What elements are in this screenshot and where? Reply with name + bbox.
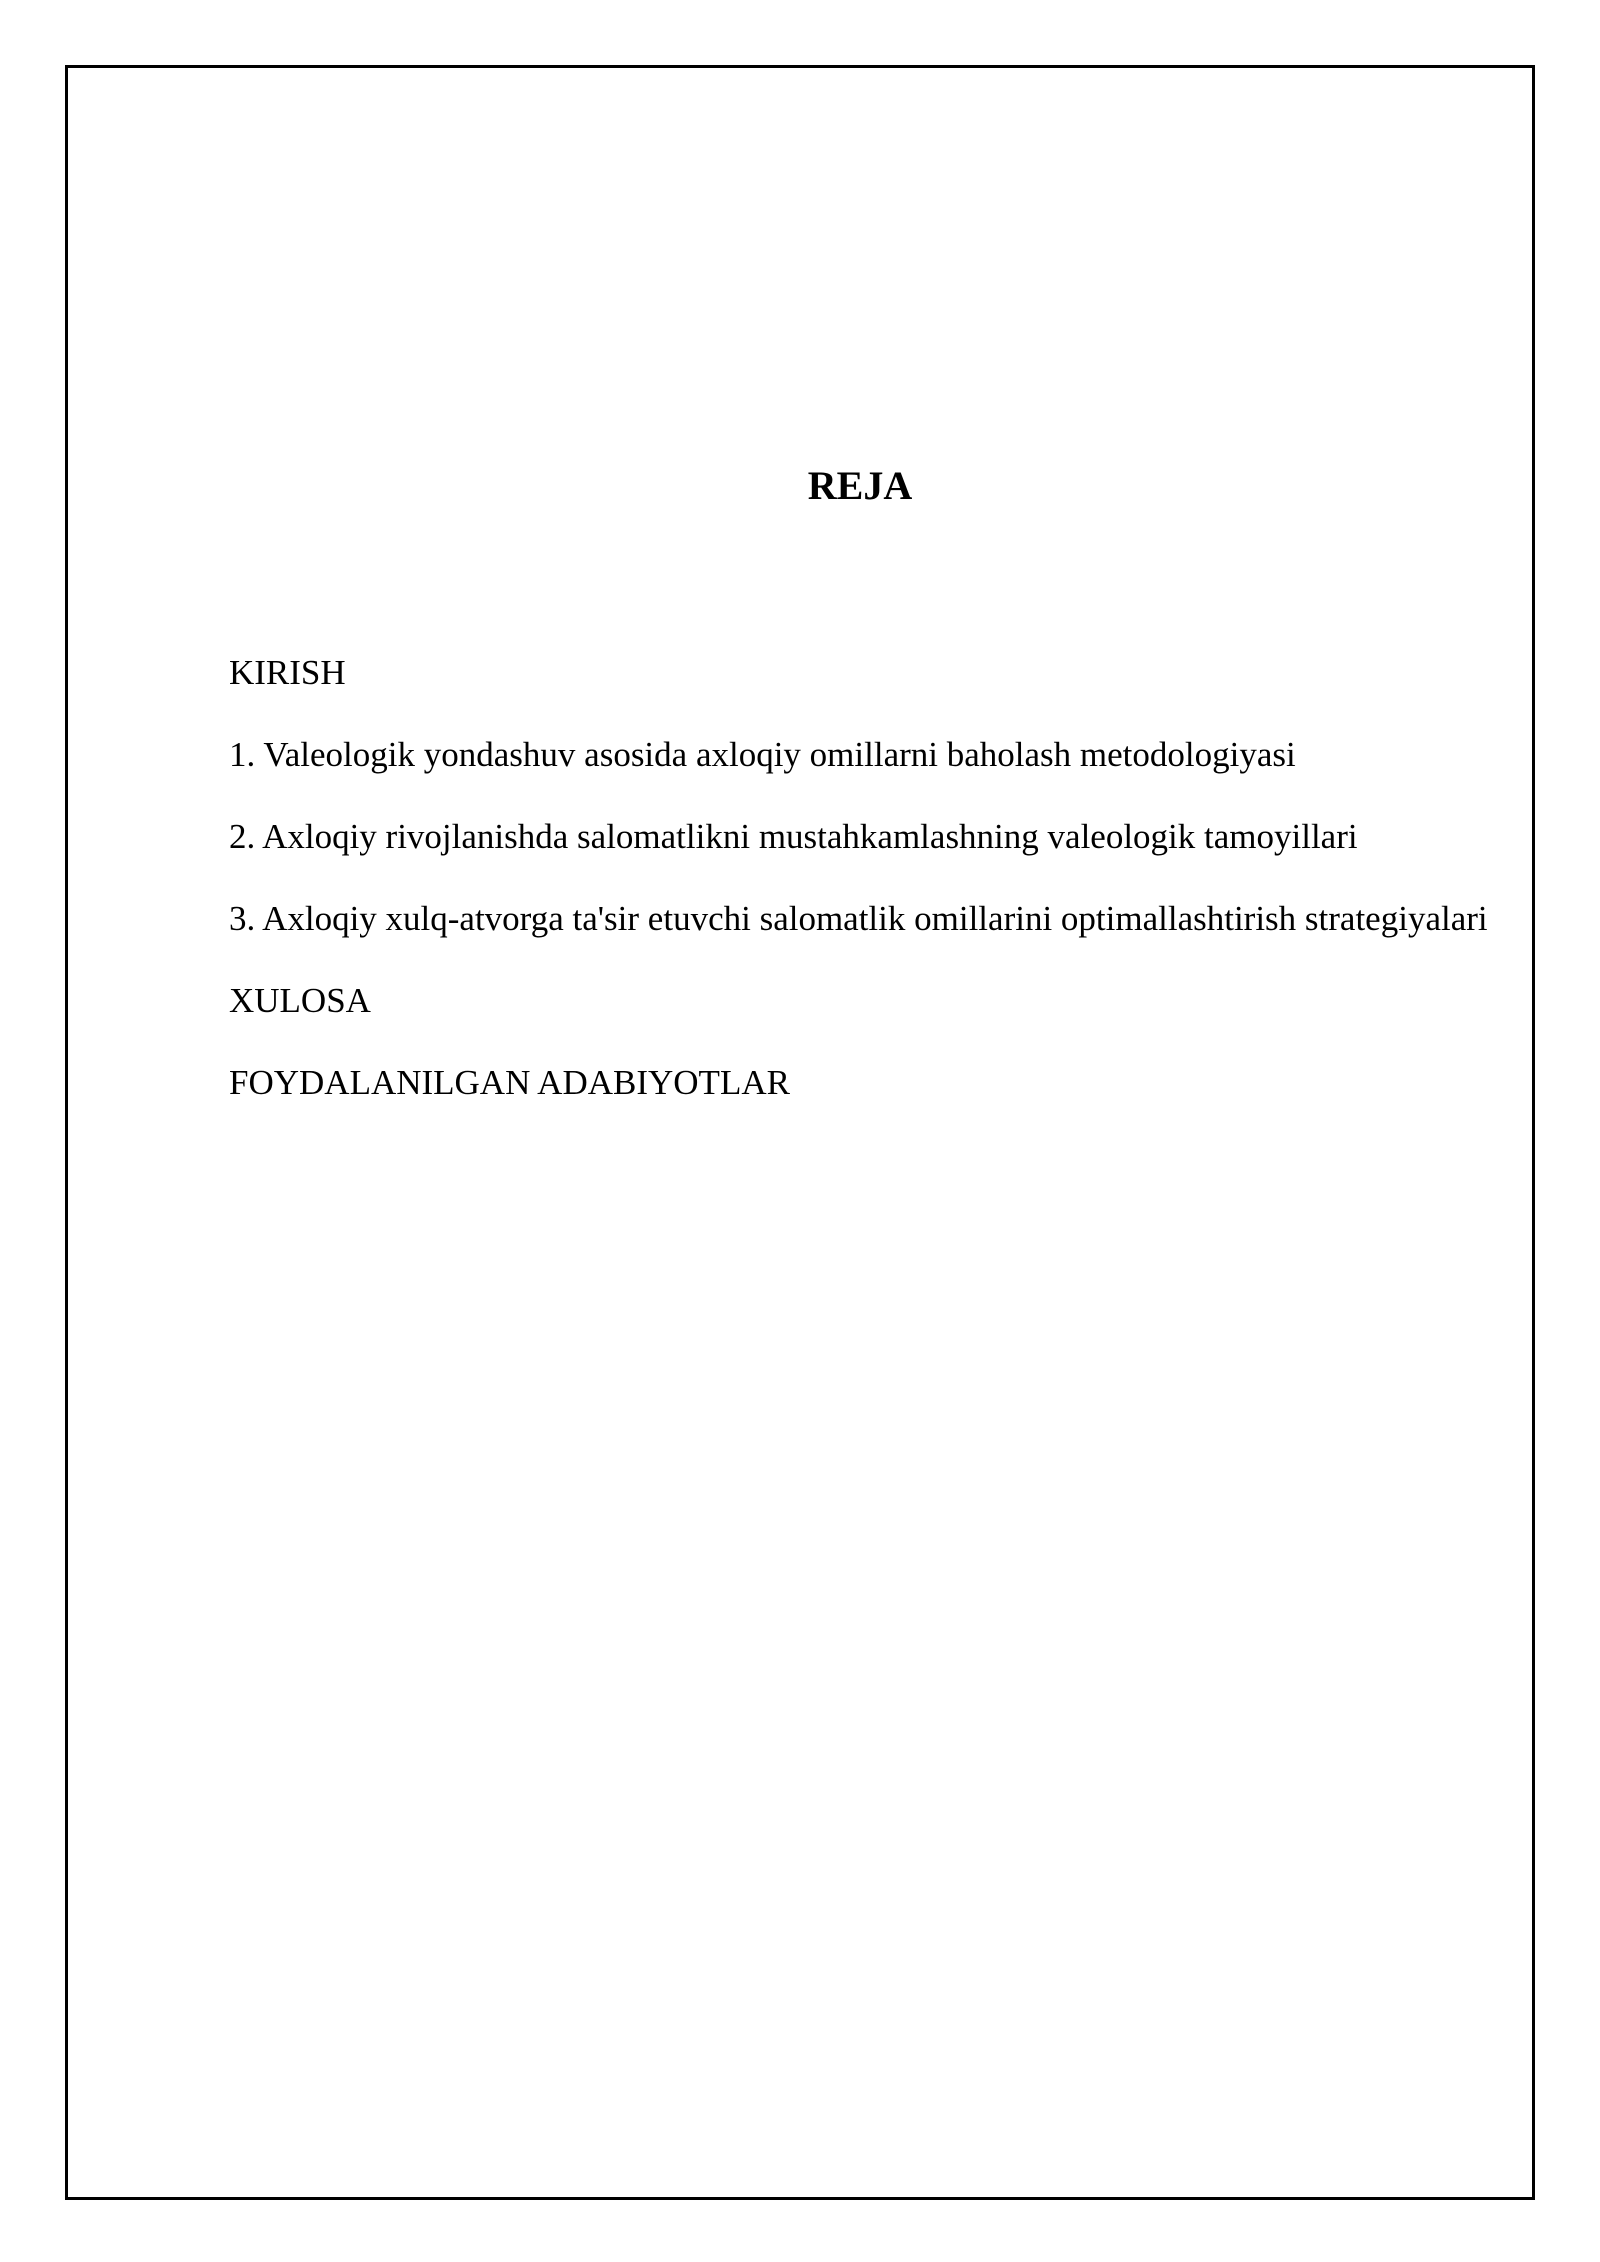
plan-item-intro: KIRISH: [229, 653, 346, 692]
plan-item-1: 1. Valeologik yondashuv asosida axloqiy omillarni baholash metodologiyasi: [229, 735, 1296, 774]
page-title: REJA: [807, 463, 913, 508]
page-border: [65, 65, 1535, 2200]
plan-item-conclusion: XULOSA: [229, 981, 371, 1020]
plan-list: [229, 640, 1519, 1132]
plan-item-2: 2. Axloqiy rivojlanishda salomatlikni mustahkamlashning valeologik tamoyillari: [229, 817, 1358, 856]
plan-item-3: 3. Axloqiy xulq-atvorga ta'sir etuvchi salomatlik omillarini optimallashtirish strategiyalari: [229, 899, 1488, 938]
plan-item-references: FOYDALANILGAN ADABIYOTLAR: [229, 1063, 790, 1102]
